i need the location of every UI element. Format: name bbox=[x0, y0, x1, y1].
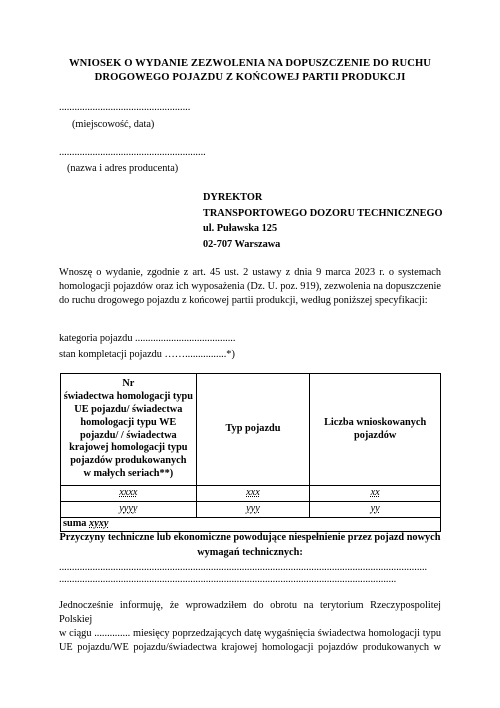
place-date-dots: ................................................... bbox=[59, 102, 191, 113]
addressee-line-3: ul. Puławska 125 bbox=[203, 223, 278, 234]
sum-label: suma bbox=[63, 518, 87, 530]
table-cell: yy bbox=[310, 502, 441, 518]
title-line-1: WNIOSEK O WYDANIE ZEZWOLENIA NA DOPUSZCZENIE DO RUCHU bbox=[68, 58, 432, 69]
header-vehicle-type: Typ pojazdu bbox=[196, 374, 310, 486]
addressee-line-2: TRANSPORTOWEGO DOZORU TECHNICZNEGO bbox=[203, 207, 443, 219]
closing-line-2: w ciągu .............. miesięcy poprzedzających datę wygaśnięcia świadectwa homologacji typu bbox=[59, 628, 441, 639]
sum-value: xyxy bbox=[89, 518, 109, 530]
document-title bbox=[40, 57, 460, 85]
table-cell: yyy bbox=[196, 502, 310, 518]
addressee-block bbox=[203, 190, 443, 252]
table-cell: xxx bbox=[196, 486, 310, 502]
addressee-line-4: 02-707 Warszawa bbox=[203, 238, 281, 250]
completion-state-field: stan kompletacji pojazdu ……................*) bbox=[59, 349, 235, 360]
header-certificate-number: Nr świadectwa homologacji typu UE pojazdu/ świadectwa homologacji typu WE pojazdu/ / świadectwa krajowej homologacji typu pojazdów produkowanych w małych seriach**) bbox=[61, 374, 197, 486]
table-sum-row bbox=[61, 518, 441, 532]
intro-line-2: homologacji pojazdów oraz ich wyposażenia (Dz. U. poz. 919), zezwolenia na dopuszczenie bbox=[59, 281, 441, 292]
producer-dots: ......................................................... bbox=[59, 147, 206, 158]
table-row bbox=[61, 486, 441, 502]
table-header-row bbox=[61, 374, 441, 486]
reasons-line-2: wymagań technicznych: bbox=[197, 546, 303, 558]
table-row bbox=[61, 502, 441, 518]
header-vehicle-count: Liczba wnioskowanych pojazdów bbox=[310, 374, 441, 486]
table-cell: xxxx bbox=[61, 486, 197, 502]
reasons-heading bbox=[40, 531, 460, 560]
reasons-line-1: Przyczyny techniczne lub ekonomiczne powodujące niespełnienie przez pojazd nowych bbox=[59, 532, 441, 543]
closing-paragraph bbox=[59, 599, 441, 655]
table-cell: yyyy bbox=[61, 502, 197, 518]
table-cell: xx bbox=[310, 486, 441, 502]
intro-line-1: Wnoszę o wydanie, zgodnie z art. 45 ust. 2 ustawy z dnia 9 marca 2023 r. o systemach bbox=[59, 267, 441, 278]
producer-label: (nazwa i adres producenta) bbox=[67, 163, 179, 174]
table-sum-cell bbox=[61, 518, 441, 532]
intro-paragraph bbox=[59, 266, 441, 308]
intro-line-3: do ruchu drogowego pojazdu z końcowej partii produkcji, według poniższej specyfikacji: bbox=[59, 295, 428, 306]
vehicle-category-field: kategoria pojazdu ....................................... bbox=[59, 333, 236, 344]
specification-table bbox=[60, 373, 441, 532]
closing-line-3: UE pojazdu/WE pojazdu/świadectwa krajowej homologacji pojazdów produkowanych w bbox=[59, 642, 441, 653]
place-date-label: (miejscowość, data) bbox=[72, 119, 155, 130]
closing-line-1: Jednocześnie informuję, że wprowadziłem do obrotu na terytorium Rzeczypospolitej Polskiej bbox=[59, 600, 441, 625]
addressee-line-1: DYREKTOR bbox=[203, 192, 263, 203]
reasons-dots-line-1: ............................................................................................................................................... bbox=[59, 562, 428, 573]
reasons-dots-line-2: ................................................................................................................................... bbox=[59, 574, 397, 585]
title-line-2: DROGOWEGO POJAZDU Z KOŃCOWEJ PARTII PRODUKCJI bbox=[94, 72, 406, 83]
